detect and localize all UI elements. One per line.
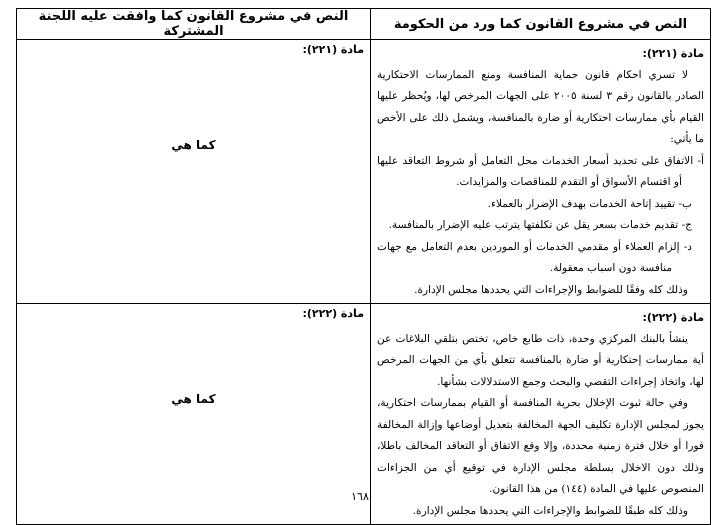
page-number: ١٦٨ bbox=[351, 490, 369, 503]
article-closing: وذلك كله طبقًا للضوابط والإجراءات التي يحددها مجلس الإدارة. bbox=[412, 504, 688, 517]
table-row bbox=[17, 40, 711, 304]
sub-list bbox=[377, 194, 704, 280]
article-intro: لا تسري احكام قانون حماية المنافسة ومنع الممارسات الاحتكارية الصادر بالقانون رقم ٣ لسنة ٢٠٠٥ على الجهات المرخص لها، ويُحظر عليها القيام بأي ممارسات احتكارية أو ضارة بالمنافسة، ويشمل ذلك على الأخص ما يأتي: bbox=[377, 68, 704, 145]
header-row bbox=[17, 9, 711, 40]
committee-article-221 bbox=[17, 40, 371, 304]
article-paragraph: ينشأ بالبنك المركزي وحدة، ذات طابع خاص، تختص بتلقي البلاغات عن أية ممارسات إحتكارية أو ضارة بالمنافسة تتعلق بأي من الجهات المرخص لها، واتخاذ إجراءات التقصي والبحث وجمع الاستدلالات بشأنها. bbox=[377, 332, 704, 388]
list-item: ب- تقييد إتاحة الخدمات بهدف الإضرار بالعملاء. bbox=[487, 197, 692, 210]
article-paragraph: وفي حالة ثبوت الإخلال بحرية المنافسة أو القيام بممارسات احتكارية، يجوز لمجلس الإدارة تكليف الجهة المخالفة بتعديل أوضاعها وإزالة المخالفة فورا أو خلال فترة زمنية محددة، وإلا وقع الاتفاق أو التعاقد المخالف باطلا، وذلك دون الاخلال بسلطة مجلس الإدارة في توقيع أي من الجزاءات المنصوص عليها في المادة (١٤٤) من هذا القانون. bbox=[377, 397, 704, 495]
comparison-table bbox=[16, 8, 711, 525]
article-title: مادة (٢٢١): bbox=[642, 47, 704, 60]
article-title: مادة (٢٢٢): bbox=[642, 311, 704, 324]
as-is-label: كما هي bbox=[171, 392, 216, 406]
article-title: مادة (٢٢١): bbox=[302, 43, 364, 56]
government-text-header: النص في مشروع القانون كما ورد من الحكومة bbox=[371, 9, 711, 40]
article-title: مادة (٢٢٢): bbox=[302, 307, 364, 320]
article-closing: وذلك كله وفقًا للضوابط والإجراءات التي يحددها مجلس الإدارة. bbox=[414, 283, 688, 296]
list-item: ج- تقديم خدمات بسعر يقل عن تكلفتها يترتب عليه الإضرار بالمنافسة. bbox=[388, 219, 692, 231]
list-item: د- إلزام العملاء أو مقدمي الخدمات أو الموردين بعدم التعامل مع جهات منافسة دون اسباب معقولة. bbox=[377, 240, 692, 274]
government-article-221 bbox=[371, 40, 711, 304]
list-item: أ- الاتفاق على تحديد أسعار الخدمات محل التعامل أو شروط التعاقد عليها أو اقتسام الأسواق أو التقدم للمناقصات والمزايدات. bbox=[377, 154, 704, 188]
committee-text-header: النص في مشروع القانون كما وافقت عليه اللجنة المشتركة bbox=[17, 9, 371, 40]
as-is-label: كما هي bbox=[171, 138, 216, 152]
